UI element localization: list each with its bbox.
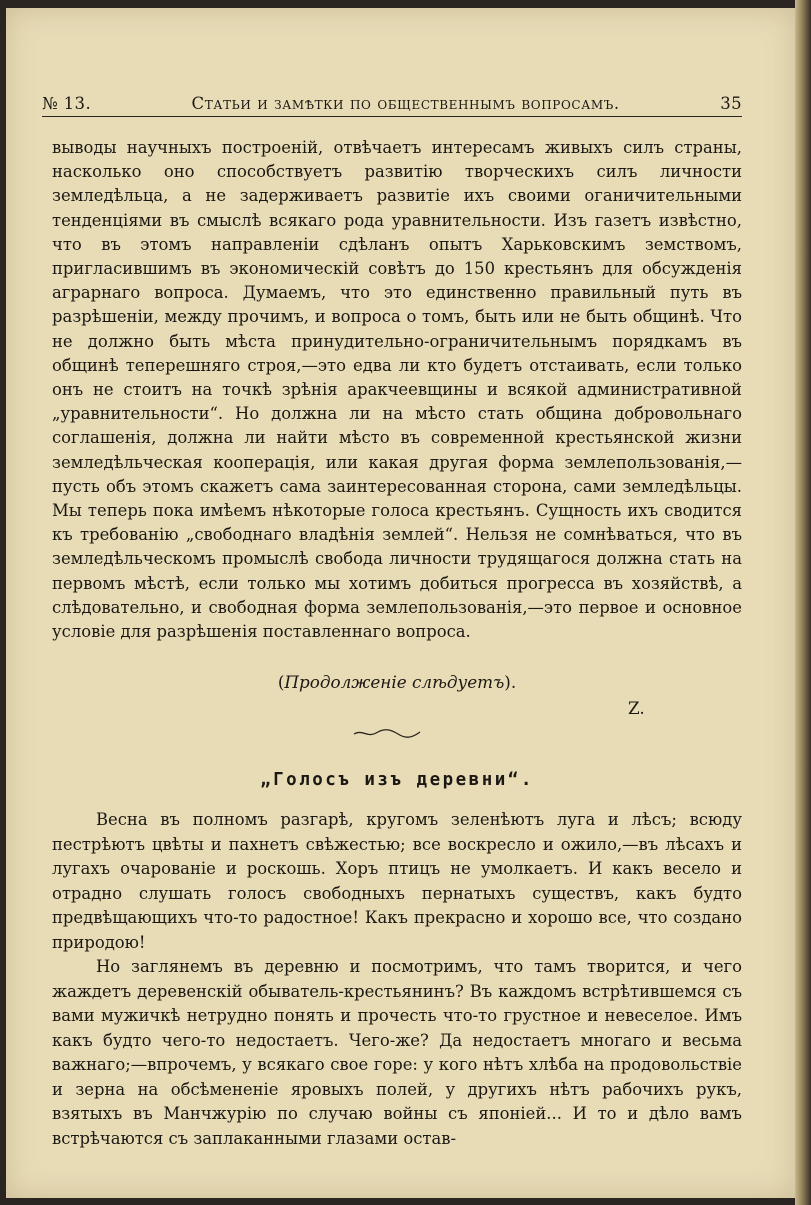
continued-note: (Продолженіе слѣдуетъ). (277, 672, 517, 692)
document-page (6, 8, 795, 1198)
section-title: „Голосъ изъ деревни“. (260, 770, 534, 790)
continuation-paragraph: выводы научныхъ построеній, отвѣчаетъ интересамъ живыхъ силъ страны, насколько оно способствуетъ развитію творческихъ силъ личности земледѣльца, а не задерживаетъ развитіе ихъ своими оганичительными тенденціями въ смыслѣ всякаго рода уравнительности. Изъ газетъ извѣстно, что въ этомъ направленіи сдѣланъ опытъ Харьковскимъ земствомъ, пригласившимъ въ экономическій совѣтъ до 150 крестьянъ для обсужденія аграрнаго вопроса. Думаемъ, что это единственно правильный путь въ разрѣшеніи, между прочимъ, и вопроса о томъ, быть или не быть общинѣ. Что не должно быть мѣста принудительно-ограничительнымъ порядкамъ въ общинѣ теперешняго строя,—это едва ли кто будетъ отстаивать, если только онъ не стоитъ на точкѣ зрѣнія аракчеевщины и всякой административной „уравнительности“. Но должна ли на мѣсто стать община добровольнаго соглашенія, должна ли найти мѣсто въ современной крестьянской жизни земледѣльческая кооперація, или какая другая форма землепользованія,—пусть объ этомъ скажетъ сама заинтересованная сторона, сами земледѣльцы. Мы теперь пока имѣемъ нѣкоторые голоса крестьянъ. Сущность ихъ сводится къ требованію „свободнаго владѣнія землей“. Нельзя не сомнѣваться, что въ земледѣльческомъ промыслѣ свобода личности трудящагося должна стать на первомъ мѣстѣ, если только мы хотимъ добиться прогресса въ хозяйствѣ, а слѣдовательно, и свободная форма землепользованія,—это первое и основное условіе для разрѣшенія поставленнаго вопроса. (52, 138, 742, 642)
issue-number: № 13. (42, 94, 92, 113)
continued-note-text: Продолженіе слѣдуетъ (284, 672, 505, 692)
author-signature: Z. (628, 698, 645, 718)
page-number: 35 (720, 94, 742, 113)
book-edge (795, 0, 811, 1205)
paragraph-1: Весна въ полномъ разгарѣ, кругомъ зеленѣютъ луга и лѣсъ; всюду пестрѣютъ цвѣты и пахнетъ свѣжестью; все воскресло и ожило,—въ лѣсахъ и лугахъ очарованіе и роскошь. Хоръ птицъ не умолкаетъ. И какъ весело и отрадно слушать голосъ свободныхъ пернатыхъ существъ, какъ будто предвѣщающихъ что-то радостное! Какъ прекрасно и хорошо все, что создано природою! (52, 810, 742, 952)
running-header (42, 94, 742, 117)
paragraph-2: Но заглянемъ въ деревню и посмотримъ, что тамъ творится, и чего жаждетъ деревенскій обыватель-крестьянинъ? Въ каждомъ встрѣтившемся съ вами мужичкѣ нетрудно понять и прочесть что-то грустное и невеселое. Имъ какъ будто чего-то недостаетъ. Чего-же? Да недостаетъ многаго и весьма важнаго;—впрочемъ, у всякаго свое горе: у кого нѣтъ хлѣба на продовольствіе и зерна на обсѣмененіе яровыхъ полей, у другихъ нѣтъ рабочихъ рукъ, взятыхъ въ Манчжурію по случаю войны съ японіей... И то и дѣло вамъ встрѣчаются съ заплаканными глазами остав- (52, 957, 742, 1148)
continuation-text (52, 136, 742, 644)
running-title: Статьи и замѣтки по общественнымъ вопросамъ. (191, 94, 620, 113)
divider-ornament (352, 726, 422, 740)
article-body (52, 808, 742, 1151)
